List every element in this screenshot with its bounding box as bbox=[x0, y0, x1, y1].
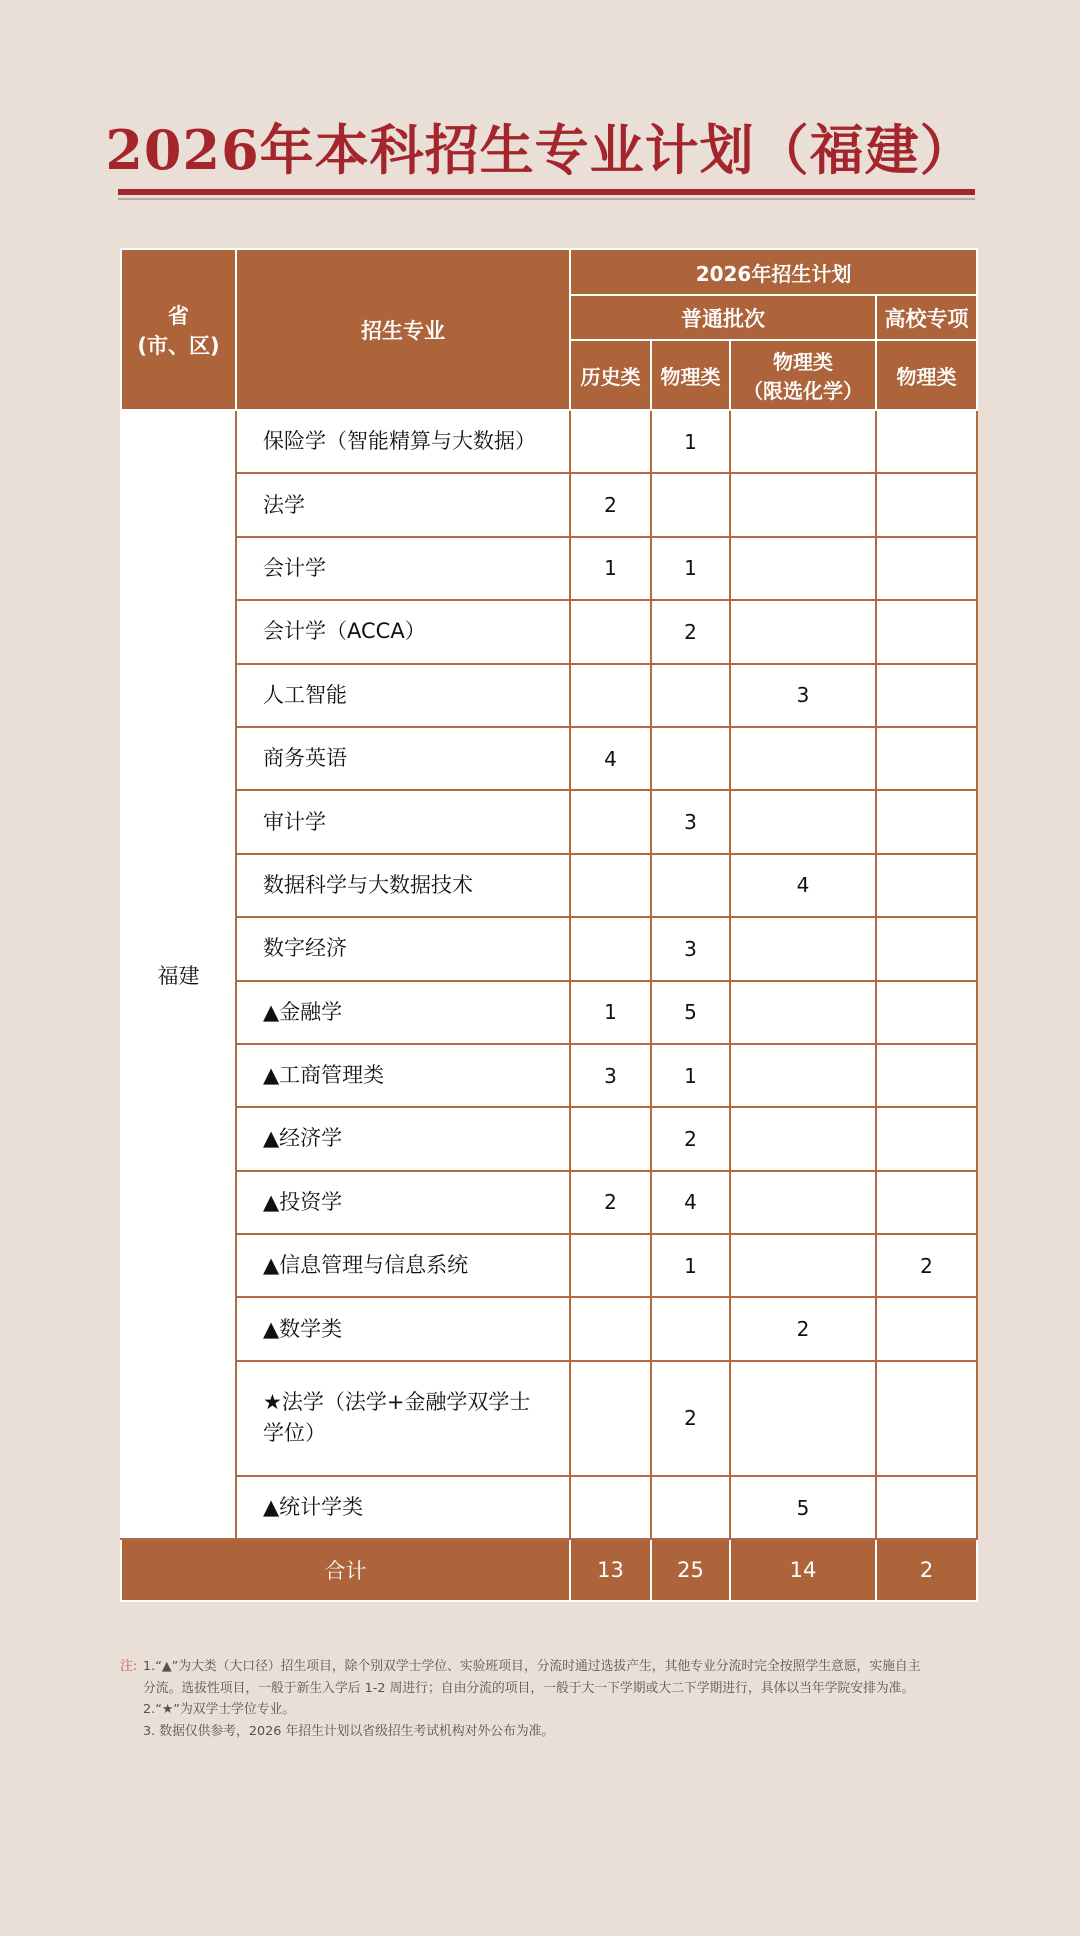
header-province-line2: (市、区) bbox=[137, 333, 220, 358]
physics-chem-cell bbox=[730, 1361, 876, 1476]
table-row bbox=[121, 1171, 977, 1234]
header-province-line1: 省 bbox=[168, 303, 189, 328]
physics-cell: 2 bbox=[651, 1361, 730, 1476]
title-underline-thin bbox=[118, 198, 975, 200]
table-row bbox=[121, 917, 977, 980]
special-cell: 2 bbox=[876, 1234, 977, 1297]
major-cell: ▲统计学类 bbox=[236, 1476, 570, 1539]
special-cell bbox=[876, 600, 977, 663]
history-cell bbox=[570, 917, 651, 980]
major-cell: ▲信息管理与信息系统 bbox=[236, 1234, 570, 1297]
table-header bbox=[121, 249, 977, 410]
footnotes bbox=[120, 1656, 976, 1742]
physics-cell: 3 bbox=[651, 917, 730, 980]
major-cell: ★法学（法学+金融学双学士学位） bbox=[236, 1361, 570, 1476]
physics-cell: 5 bbox=[651, 981, 730, 1044]
table-row bbox=[121, 1476, 977, 1539]
footnote-lead: 注: bbox=[120, 1659, 138, 1674]
special-cell bbox=[876, 1044, 977, 1107]
table-row bbox=[121, 854, 977, 917]
header-col-physics-chem-line2: （限选化学） bbox=[743, 379, 863, 403]
physics-chem-cell bbox=[730, 981, 876, 1044]
header-col-special-physics: 物理类 bbox=[876, 340, 977, 410]
total-physics-chem: 14 bbox=[730, 1539, 876, 1601]
footnote-1: 1.“▲”为大类（大口径）招生项目，除个别双学士学位、实验班项目，分流时通过选拔产生，其他专业分流时完全按照学生意愿，实施自主 bbox=[143, 1659, 921, 1674]
special-cell bbox=[876, 1107, 977, 1170]
physics-chem-cell bbox=[730, 1234, 876, 1297]
table-row bbox=[121, 790, 977, 853]
table-row bbox=[121, 1361, 977, 1476]
table-row bbox=[121, 1234, 977, 1297]
major-cell: ▲数学类 bbox=[236, 1297, 570, 1360]
physics-cell: 1 bbox=[651, 537, 730, 600]
major-cell: 人工智能 bbox=[236, 664, 570, 727]
special-cell bbox=[876, 1476, 977, 1539]
footnote-2: 2.“★”为双学士学位专业。 bbox=[143, 1702, 296, 1717]
history-cell: 3 bbox=[570, 1044, 651, 1107]
physics-chem-cell bbox=[730, 1171, 876, 1234]
major-cell: ▲投资学 bbox=[236, 1171, 570, 1234]
table-row bbox=[121, 981, 977, 1044]
major-cell: 数据科学与大数据技术 bbox=[236, 854, 570, 917]
major-cell: 会计学 bbox=[236, 537, 570, 600]
physics-cell: 1 bbox=[651, 410, 730, 473]
header-col-physics-chem bbox=[730, 340, 876, 410]
history-cell: 4 bbox=[570, 727, 651, 790]
header-batch-special: 高校专项 bbox=[876, 295, 977, 340]
physics-chem-cell bbox=[730, 410, 876, 473]
table-row bbox=[121, 727, 977, 790]
major-cell: 数字经济 bbox=[236, 917, 570, 980]
physics-chem-cell bbox=[730, 917, 876, 980]
physics-cell bbox=[651, 727, 730, 790]
physics-cell: 4 bbox=[651, 1171, 730, 1234]
major-cell: 商务英语 bbox=[236, 727, 570, 790]
page-title: 2026年本科招生专业计划（福建） bbox=[105, 118, 975, 182]
province-cell: 福建 bbox=[121, 410, 236, 1539]
special-cell bbox=[876, 981, 977, 1044]
major-cell: ▲金融学 bbox=[236, 981, 570, 1044]
major-cell: 法学 bbox=[236, 473, 570, 536]
major-cell: 保险学（智能精算与大数据） bbox=[236, 410, 570, 473]
special-cell bbox=[876, 1171, 977, 1234]
table-row bbox=[121, 1297, 977, 1360]
table-row bbox=[121, 664, 977, 727]
total-label: 合计 bbox=[121, 1539, 570, 1601]
physics-chem-cell: 3 bbox=[730, 664, 876, 727]
physics-cell bbox=[651, 1476, 730, 1539]
history-cell bbox=[570, 1361, 651, 1476]
physics-cell: 2 bbox=[651, 600, 730, 663]
major-cell: 会计学（ACCA） bbox=[236, 600, 570, 663]
physics-cell: 3 bbox=[651, 790, 730, 853]
header-col-physics: 物理类 bbox=[651, 340, 730, 410]
special-cell bbox=[876, 664, 977, 727]
major-cell: 审计学 bbox=[236, 790, 570, 853]
history-cell bbox=[570, 1107, 651, 1170]
special-cell bbox=[876, 917, 977, 980]
physics-chem-cell bbox=[730, 473, 876, 536]
table-row bbox=[121, 473, 977, 536]
physics-chem-cell: 5 bbox=[730, 1476, 876, 1539]
enrollment-plan-table bbox=[120, 248, 978, 1602]
special-cell bbox=[876, 473, 977, 536]
history-cell bbox=[570, 410, 651, 473]
footnote-3: 3. 数据仅供参考，2026 年招生计划以省级招生考试机构对外公布为准。 bbox=[143, 1723, 555, 1739]
history-cell bbox=[570, 664, 651, 727]
physics-chem-cell bbox=[730, 1044, 876, 1107]
special-cell bbox=[876, 410, 977, 473]
history-cell: 2 bbox=[570, 1171, 651, 1234]
history-cell bbox=[570, 1476, 651, 1539]
physics-chem-cell bbox=[730, 1107, 876, 1170]
special-cell bbox=[876, 1297, 977, 1360]
special-cell bbox=[876, 1361, 977, 1476]
table-row bbox=[121, 1107, 977, 1170]
header-col-physics-chem-line1: 物理类 bbox=[773, 350, 833, 374]
physics-cell: 2 bbox=[651, 1107, 730, 1170]
physics-cell bbox=[651, 1297, 730, 1360]
table-row bbox=[121, 600, 977, 663]
history-cell: 1 bbox=[570, 981, 651, 1044]
physics-cell bbox=[651, 664, 730, 727]
physics-cell bbox=[651, 854, 730, 917]
physics-chem-cell bbox=[730, 727, 876, 790]
history-cell bbox=[570, 1234, 651, 1297]
history-cell: 2 bbox=[570, 473, 651, 536]
footnote-1-cont: 分流。选拔性项目，一般于新生入学后 1-2 周进行；自由分流的项目，一般于大一下学期或大二下学期进行，具体以当年学院安排为准。 bbox=[143, 1680, 915, 1696]
physics-chem-cell bbox=[730, 600, 876, 663]
header-col-history: 历史类 bbox=[570, 340, 651, 410]
table-row bbox=[121, 537, 977, 600]
history-cell: 1 bbox=[570, 537, 651, 600]
total-special: 2 bbox=[876, 1539, 977, 1601]
history-cell bbox=[570, 1297, 651, 1360]
special-cell bbox=[876, 790, 977, 853]
table-body bbox=[121, 410, 977, 1539]
special-cell bbox=[876, 537, 977, 600]
major-cell: ▲工商管理类 bbox=[236, 1044, 570, 1107]
header-major: 招生专业 bbox=[236, 249, 570, 410]
header-province bbox=[121, 249, 236, 410]
table-row bbox=[121, 1044, 977, 1107]
header-plan: 2026年招生计划 bbox=[570, 249, 977, 295]
special-cell bbox=[876, 854, 977, 917]
physics-chem-cell bbox=[730, 537, 876, 600]
physics-cell bbox=[651, 473, 730, 536]
title-underline-thick bbox=[118, 189, 975, 195]
history-cell bbox=[570, 600, 651, 663]
total-physics: 25 bbox=[651, 1539, 730, 1601]
table-row bbox=[121, 410, 977, 473]
table-footer bbox=[121, 1539, 977, 1601]
physics-chem-cell: 4 bbox=[730, 854, 876, 917]
history-cell bbox=[570, 854, 651, 917]
physics-chem-cell bbox=[730, 790, 876, 853]
physics-cell: 1 bbox=[651, 1234, 730, 1297]
history-cell bbox=[570, 790, 651, 853]
physics-chem-cell: 2 bbox=[730, 1297, 876, 1360]
major-cell: ▲经济学 bbox=[236, 1107, 570, 1170]
total-history: 13 bbox=[570, 1539, 651, 1601]
header-batch-regular: 普通批次 bbox=[570, 295, 876, 340]
special-cell bbox=[876, 727, 977, 790]
physics-cell: 1 bbox=[651, 1044, 730, 1107]
